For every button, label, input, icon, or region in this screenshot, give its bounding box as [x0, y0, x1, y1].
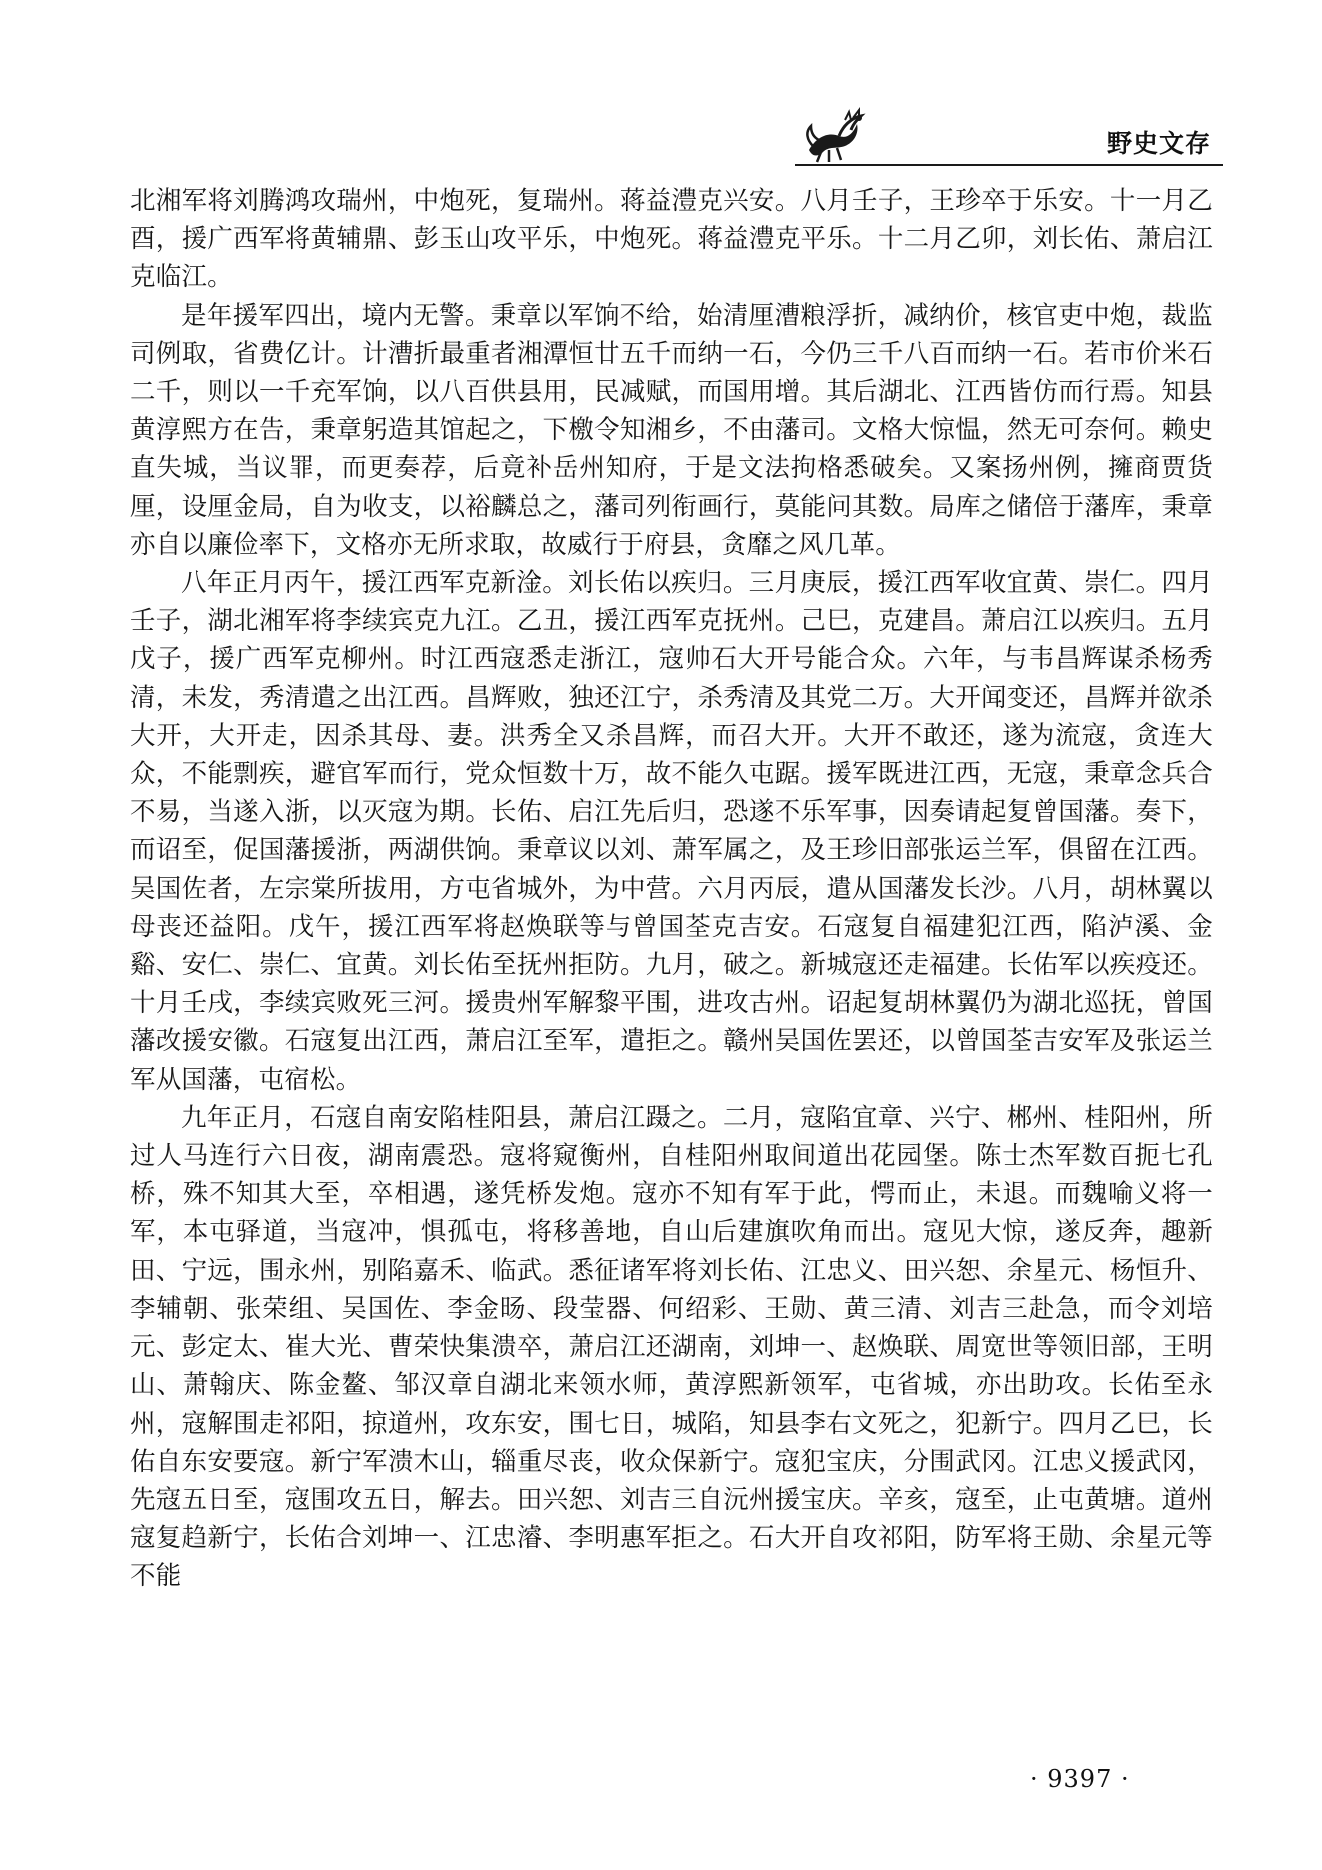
running-header-title: 野史文存 — [1106, 129, 1211, 158]
page-number: · 9397 · — [1030, 1765, 1130, 1793]
paragraph: 九年正月，石寇自南安陷桂阳县，萧启江蹑之。二月，寇陷宜章、兴宁、郴州、桂阳州，所过人马连行六日夜，湖南震恐。寇将窥衡州，自桂阳州取间道出花园堡。陈士杰军数百扼七孔桥，殊不知其大至，卒相遇，遂凭桥发炮。寇亦不知有军于此，愕而止，未退。而魏喻义将一军，本屯驿道，当寇冲，惧孤屯，将移善地，自山后建旗吹角而出。寇见大惊，遂反奔，趣新田、宁远，围永州，别陷嘉禾、临武。悉征诸军将刘长佑、江忠义、田兴恕、余星元、杨恒升、李辅朝、张荣组、吴国佐、李金旸、段莹器、何绍彩、王勋、黄三清、刘吉三赴急，而令刘培元、彭定太、崔大光、曹荣快集溃卒，萧启江还湖南，刘坤一、赵焕联、周宽世等领旧部，王明山、萧翰庆、陈金鳌、邹汉章自湖北来领水师，黄淳熙新领军，屯省城，亦出助攻。长佑至永州，寇解围走祁阳，掠道州，攻东安，围七日，城陷，知县李右文死之，犯新宁。四月乙巳，长佑自东安要寇。新宁军溃木山，辎重尽丧，收众保新宁。寇犯宝庆，分围武冈。江忠义援武冈，先寇五日至，寇围攻五日，解去。田兴恕、刘吉三自沅州援宝庆。辛亥，寇至，止屯黄塘。道州寇复趋新宁，长佑合刘坤一、江忠濬、李明惠军拒之。石大开自攻祁阳，防军将王勋、余星元等不能 — [130, 1102, 1213, 1592]
running-header — [795, 106, 1223, 166]
body-text — [130, 182, 1213, 1596]
paragraph: 八年正月丙午，援江西军克新淦。刘长佑以疾归。三月庚辰，援江西军收宜黄、崇仁。四月壬子，湖北湘军将李续宾克九江。乙丑，援江西军克抚州。己巳，克建昌。萧启江以疾归。五月戊子，援广西军克柳州。时江西寇悉走浙江，寇帅石大开号能合众。六年，与韦昌辉谋杀杨秀清，未发，秀清遣之出江西。昌辉败，独还江宁，杀秀清及其党二万。大开闻变还，昌辉并欲杀大开，大开走，因杀其母、妻。洪秀全又杀昌辉，而召大开。大开不敢还，遂为流寇，贪连大众，不能剽疾，避官军而行，党众恒数十万，故不能久屯踞。援军既进江西，无寇，秉章念兵合不易，当遂入浙，以灭寇为期。长佑、启江先后归，恐遂不乐军事，因奏请起复曾国藩。奏下，而诏至，促国藩援浙，两湖供饷。秉章议以刘、萧军属之，及王珍旧部张运兰军，俱留在江西。吴国佐者，左宗棠所拔用，方屯省城外，为中营。六月丙辰，遣从国藩发长沙。八月，胡林翼以母丧还益阳。戊午，援江西军将赵焕联等与曾国荃克吉安。石寇复自福建犯江西，陷泸溪、金谿、安仁、崇仁、宜黄。刘长佑至抚州拒防。九月，破之。新城寇还走福建。长佑军以疾疫还。十月壬戌，李续宾败死三河。援贵州军解黎平围，进攻古州。诏起复胡林翼仍为湖北巡抚，曾国藩改援安徽。石寇复出江西，萧启江至军，遣拒之。赣州吴国佐罢还，以曾国荃吉安军及张运兰军从国藩，屯宿松。 — [130, 568, 1213, 1095]
paragraph: 是年援军四出，境内无警。秉章以军饷不给，始清厘漕粮浮折，减纳价，核官吏中炮，裁监司例取，省费亿计。计漕折最重者湘潭恒廿五千而纳一石，今仍三千八百而纳一石。若市价米石二千，则以一千充军饷，以八百供县用，民减赋，而国用增。其后湖北、江西皆仿而行焉。知县黄淳熙方在告，秉章躬造其馆起之，下檄令知湘乡，不由藩司。文格大惊愠，然无可奈何。赖史直失城，当议罪，而更奏荐，后竟补岳州知府，于是文法拘格悉破矣。又案扬州例，擁商贾货厘，设厘金局，自为收支，以裕麟总之，藩司列衔画行，莫能问其数。局库之储倍于藩库，秉章亦自以廉俭率下，文格亦无所求取，故威行于府县，贪靡之风几革。 — [130, 300, 1213, 560]
paragraph-continued: 北湘军将刘腾鸿攻瑞州，中炮死，复瑞州。蒋益澧克兴安。八月壬子，王珍卒于乐安。十一月乙酉，援广西军将黄辅鼎、彭玉山攻平乐，中炮死。蒋益澧克平乐。十二月乙卯，刘长佑、萧启江克临江。 — [130, 186, 1213, 293]
header-rule — [795, 164, 1223, 166]
dragon-emblem-icon — [799, 106, 869, 164]
